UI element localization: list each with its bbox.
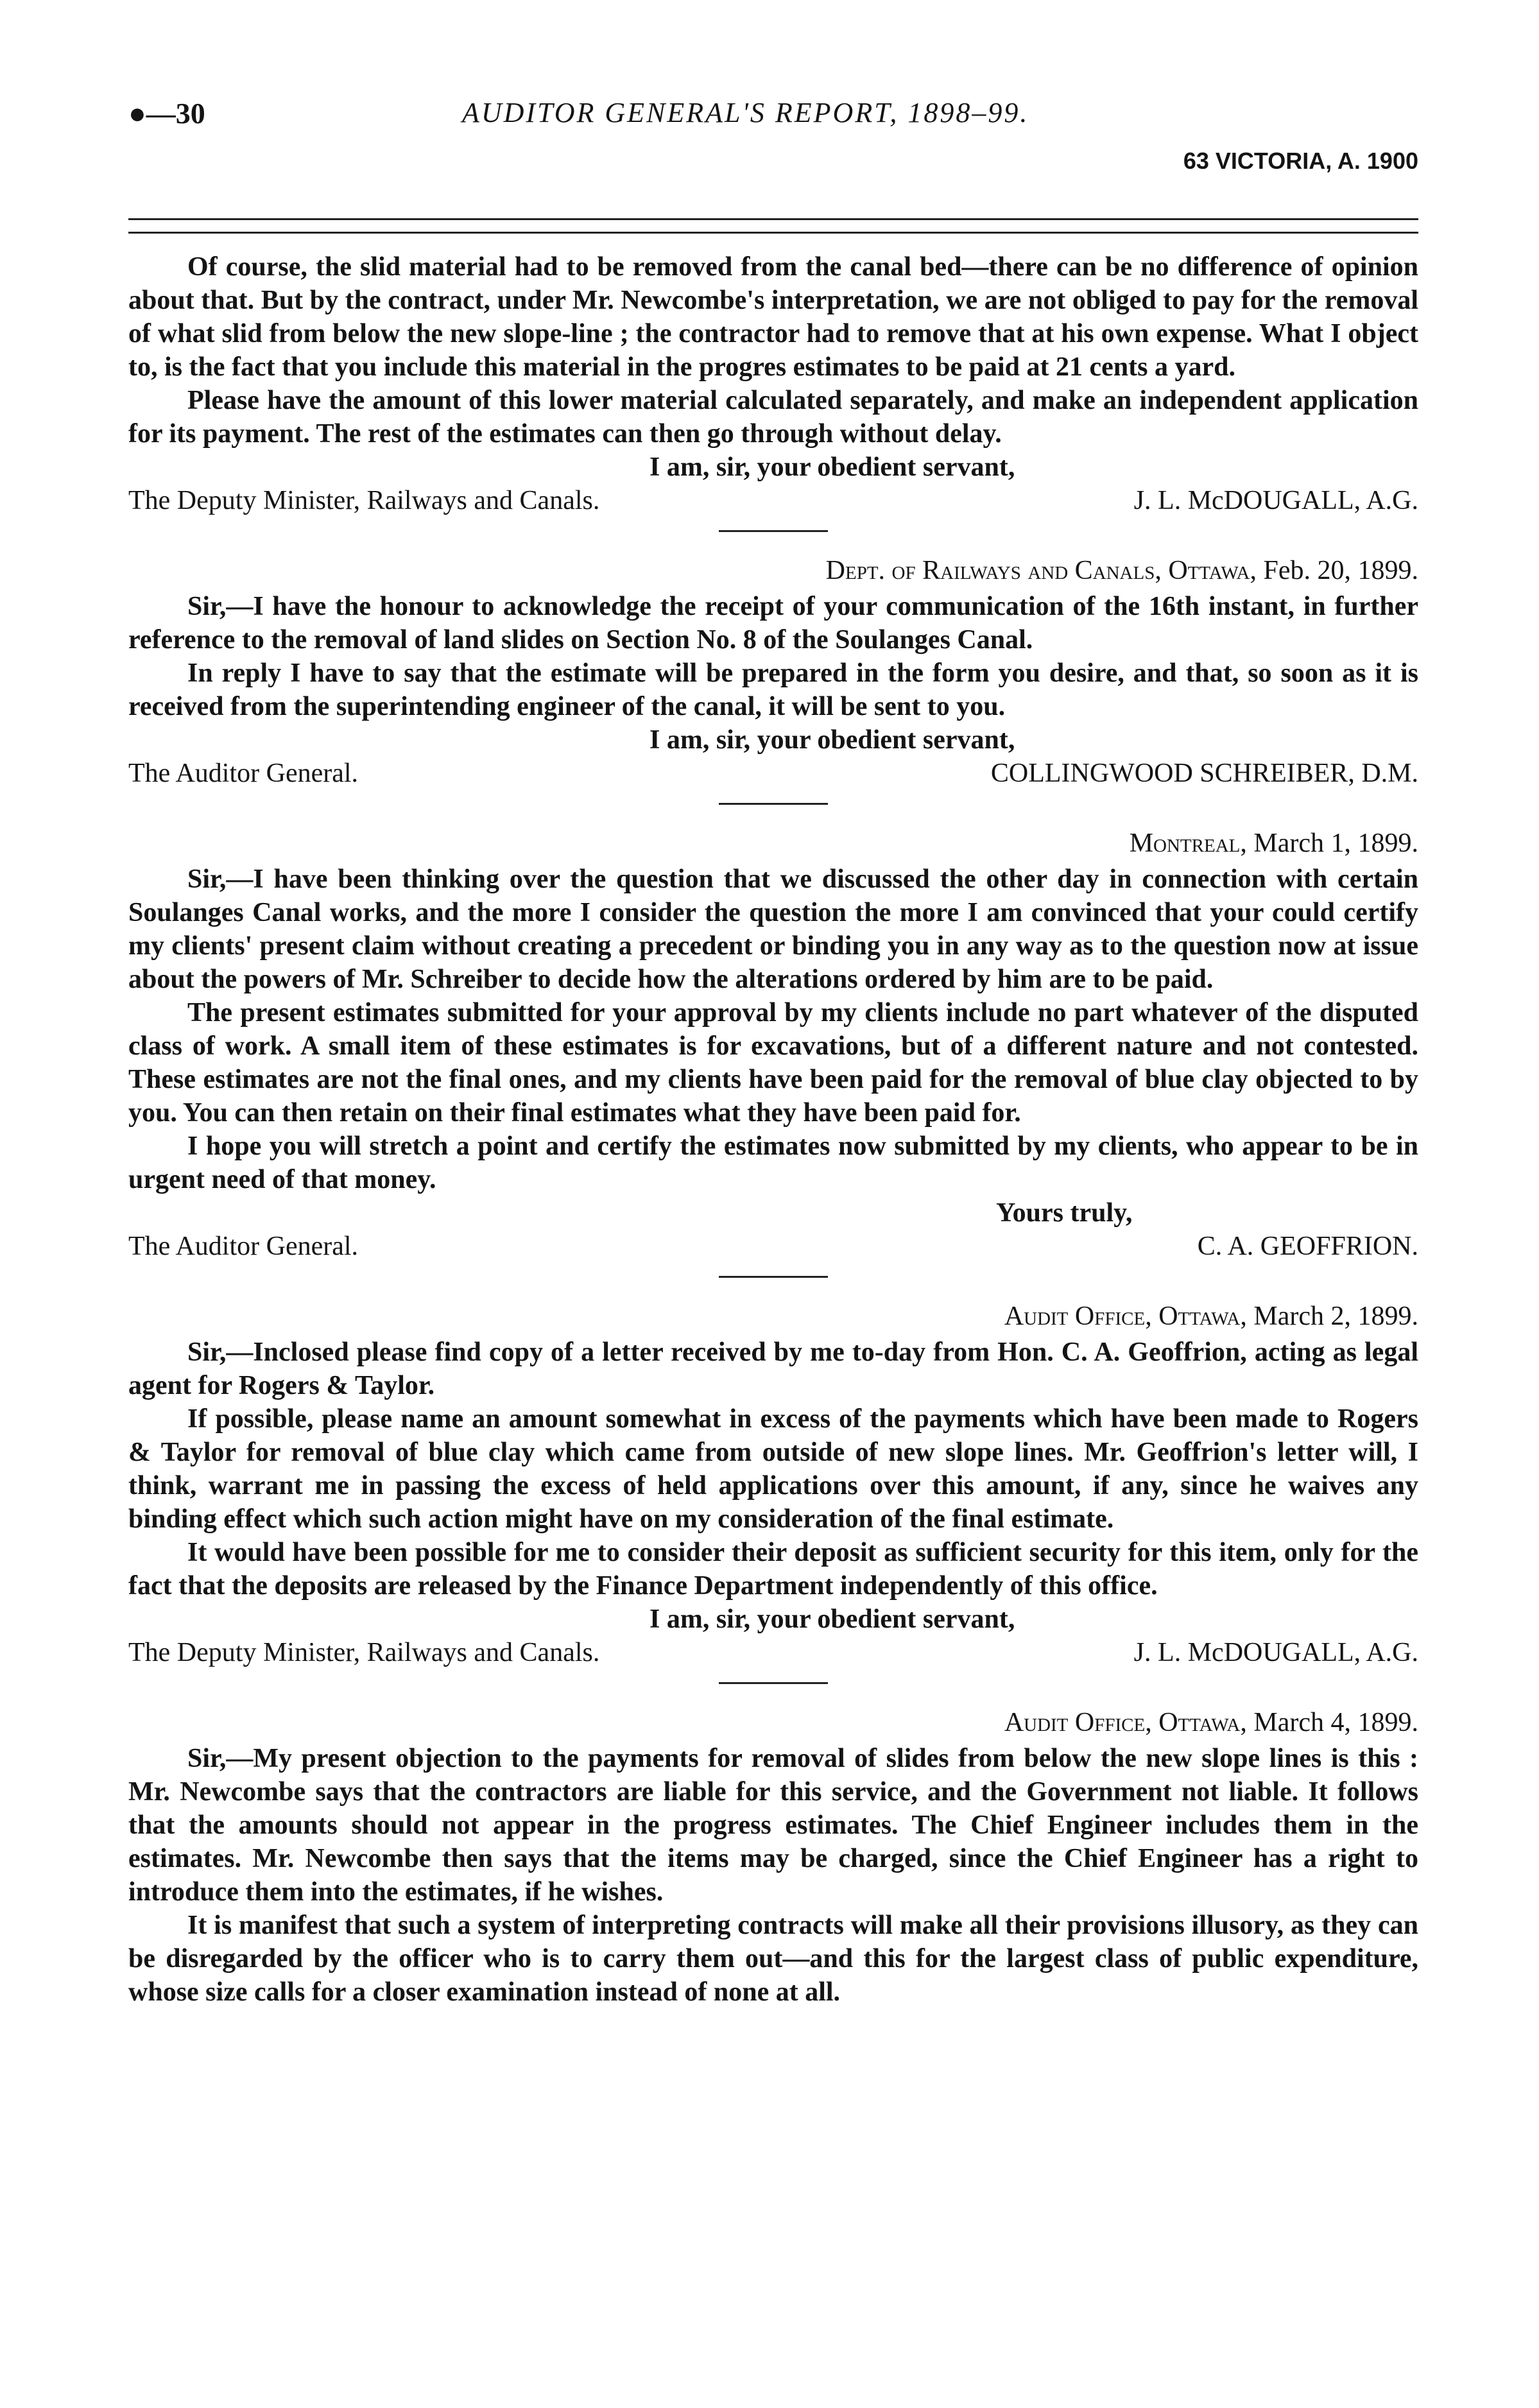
paragraph: If possible, please name an amount somewhat in excess of the payments which have been made to Rogers & Taylor for removal of blue clay which came from outside of new slope lines. Mr. Geoffrion's letter will, I think, warrant me in passing the excess of held applications over this amount, if any, since he waives any binding effect which such action might have on my consideration of the final estimate. xyxy=(128,1404,1418,1534)
letter xyxy=(128,827,1418,1263)
closing-line: I am, sir, your obedient servant, xyxy=(649,725,1015,755)
session-label: 63 VICTORIA, A. 1900 xyxy=(1183,148,1418,174)
page-header xyxy=(128,96,1418,174)
page-number: ●—30 xyxy=(128,97,205,130)
letter xyxy=(128,1706,1418,2009)
separator-rule xyxy=(719,803,828,805)
paragraph: It is manifest that such a system of interpreting contracts will make all their provisions illusory, as they can be disregarded by the officer who is to carry them out—and this for the largest class of public expenditure, whose size calls for a closer examination instead of none at all. xyxy=(128,1911,1418,2007)
closing-line: I am, sir, your obedient servant, xyxy=(649,452,1015,482)
paragraph: Sir,—Inclosed please find copy of a letter received by me to-day from Hon. C. A. Geoffrion, acting as legal agent for Rogers & Taylor. xyxy=(128,1337,1418,1400)
closing-line: I am, sir, your obedient servant, xyxy=(649,1604,1015,1634)
paragraph: It would have been possible for me to consider their deposit as sufficient security for this item, only for the fact that the deposits are released by the Finance Department independently of this office. xyxy=(128,1538,1418,1601)
signature: COLLINGWOOD SCHREIBER, D.M. xyxy=(990,759,1418,788)
signature: J. L. McDOUGALL, A.G. xyxy=(1133,1638,1418,1667)
dateline-date: March 4, 1899. xyxy=(1253,1708,1418,1737)
separator-rule xyxy=(719,1276,828,1278)
dateline-place: Audit Office, Ottawa, xyxy=(1004,1708,1247,1737)
letter-dateline xyxy=(128,554,1418,587)
signature: J. L. McDOUGALL, A.G. xyxy=(1133,486,1418,515)
separator-rule xyxy=(719,1682,828,1684)
paragraph: Sir,—I have been thinking over the question that we discussed the other day in connection with certain Soulanges Canal works, and the more I consider the question the more I am convinced that your could certify my clients' present claim without creating a precedent or binding you in any way as to the question now at issue about the powers of Mr. Schreiber to decide how the alterations ordered by him are to be paid. xyxy=(128,864,1418,994)
signature-line xyxy=(128,484,1418,517)
letter-dateline xyxy=(128,1300,1418,1333)
dateline-date: Feb. 20, 1899. xyxy=(1263,556,1418,585)
addressee: The Auditor General. xyxy=(128,759,359,788)
letter xyxy=(128,250,1418,517)
separator-rule xyxy=(719,530,828,532)
dateline-place: Dept. of Railways and Canals, Ottawa, xyxy=(825,556,1257,585)
addressee: The Auditor General. xyxy=(128,1232,359,1261)
signature-line xyxy=(128,757,1418,790)
running-title: AUDITOR GENERAL'S REPORT, 1898–99. xyxy=(462,97,1029,128)
letter xyxy=(128,554,1418,790)
paragraph: The present estimates submitted for your approval by my clients include no part whatever of the disputed class of work. A small item of these estimates is for excavations, but of a different nature and not contested. These estimates are not the final ones, and my clients have been paid for the removal of blue clay objected to by you. You can then retain on their final estimates what they have been paid for. xyxy=(128,998,1418,1128)
letter-dateline xyxy=(128,827,1418,860)
signature-line xyxy=(128,1636,1418,1669)
signature-line xyxy=(128,1230,1418,1263)
dateline-date: March 2, 1899. xyxy=(1253,1302,1418,1331)
paragraph: Please have the amount of this lower material calculated separately, and make an independent application for its payment. The rest of the estimates can then go through without delay. xyxy=(128,386,1418,449)
letter-dateline xyxy=(128,1706,1418,1739)
addressee: The Deputy Minister, Railways and Canals. xyxy=(128,1638,600,1667)
paragraph: Sir,—My present objection to the payments for removal of slides from below the new slope lines is this : Mr. Newcombe says that the contractors are liable for this service, and the Government not liable. It follows that the amounts should not appear in the progress estimates. The Chief Engineer includes them in the estimates. Mr. Newcombe then says that the items may be charged, since the Chief Engineer has a right to introduce them into the estimates, if he wishes. xyxy=(128,1744,1418,1907)
paragraph: Of course, the slid material had to be removed from the canal bed—there can be no difference of opinion about that. But by the contract, under Mr. Newcombe's interpretation, we are not obliged to pay for the removal of what slid from below the new slope-line ; the contractor had to remove that at his own expense. What I object to, is the fact that you include this material in the progres estimates to be paid at 21 cents a yard. xyxy=(128,252,1418,382)
header-double-rule xyxy=(128,218,1418,234)
closing-line: Yours truly, xyxy=(996,1198,1133,1228)
addressee: The Deputy Minister, Railways and Canals. xyxy=(128,486,600,515)
signature: C. A. GEOFFRION. xyxy=(1197,1232,1418,1261)
dateline-date: March 1, 1899. xyxy=(1253,829,1418,858)
dateline-place: Audit Office, Ottawa, xyxy=(1004,1302,1247,1331)
paragraph: In reply I have to say that the estimate will be prepared in the form you desire, and that, so soon as it is received from the superintending engineer of the canal, it will be sent to you. xyxy=(128,658,1418,721)
letter xyxy=(128,1300,1418,1669)
page-content xyxy=(128,250,1418,2009)
paragraph: I hope you will stretch a point and certify the estimates now submitted by my clients, who appear to be in urgent need of that money. xyxy=(128,1131,1418,1194)
dateline-place: Montreal, xyxy=(1129,829,1247,858)
document-page xyxy=(128,96,1418,2007)
paragraph: Sir,—I have the honour to acknowledge the receipt of your communication of the 16th instant, in further reference to the removal of land slides on Section No. 8 of the Soulanges Canal. xyxy=(128,592,1418,655)
